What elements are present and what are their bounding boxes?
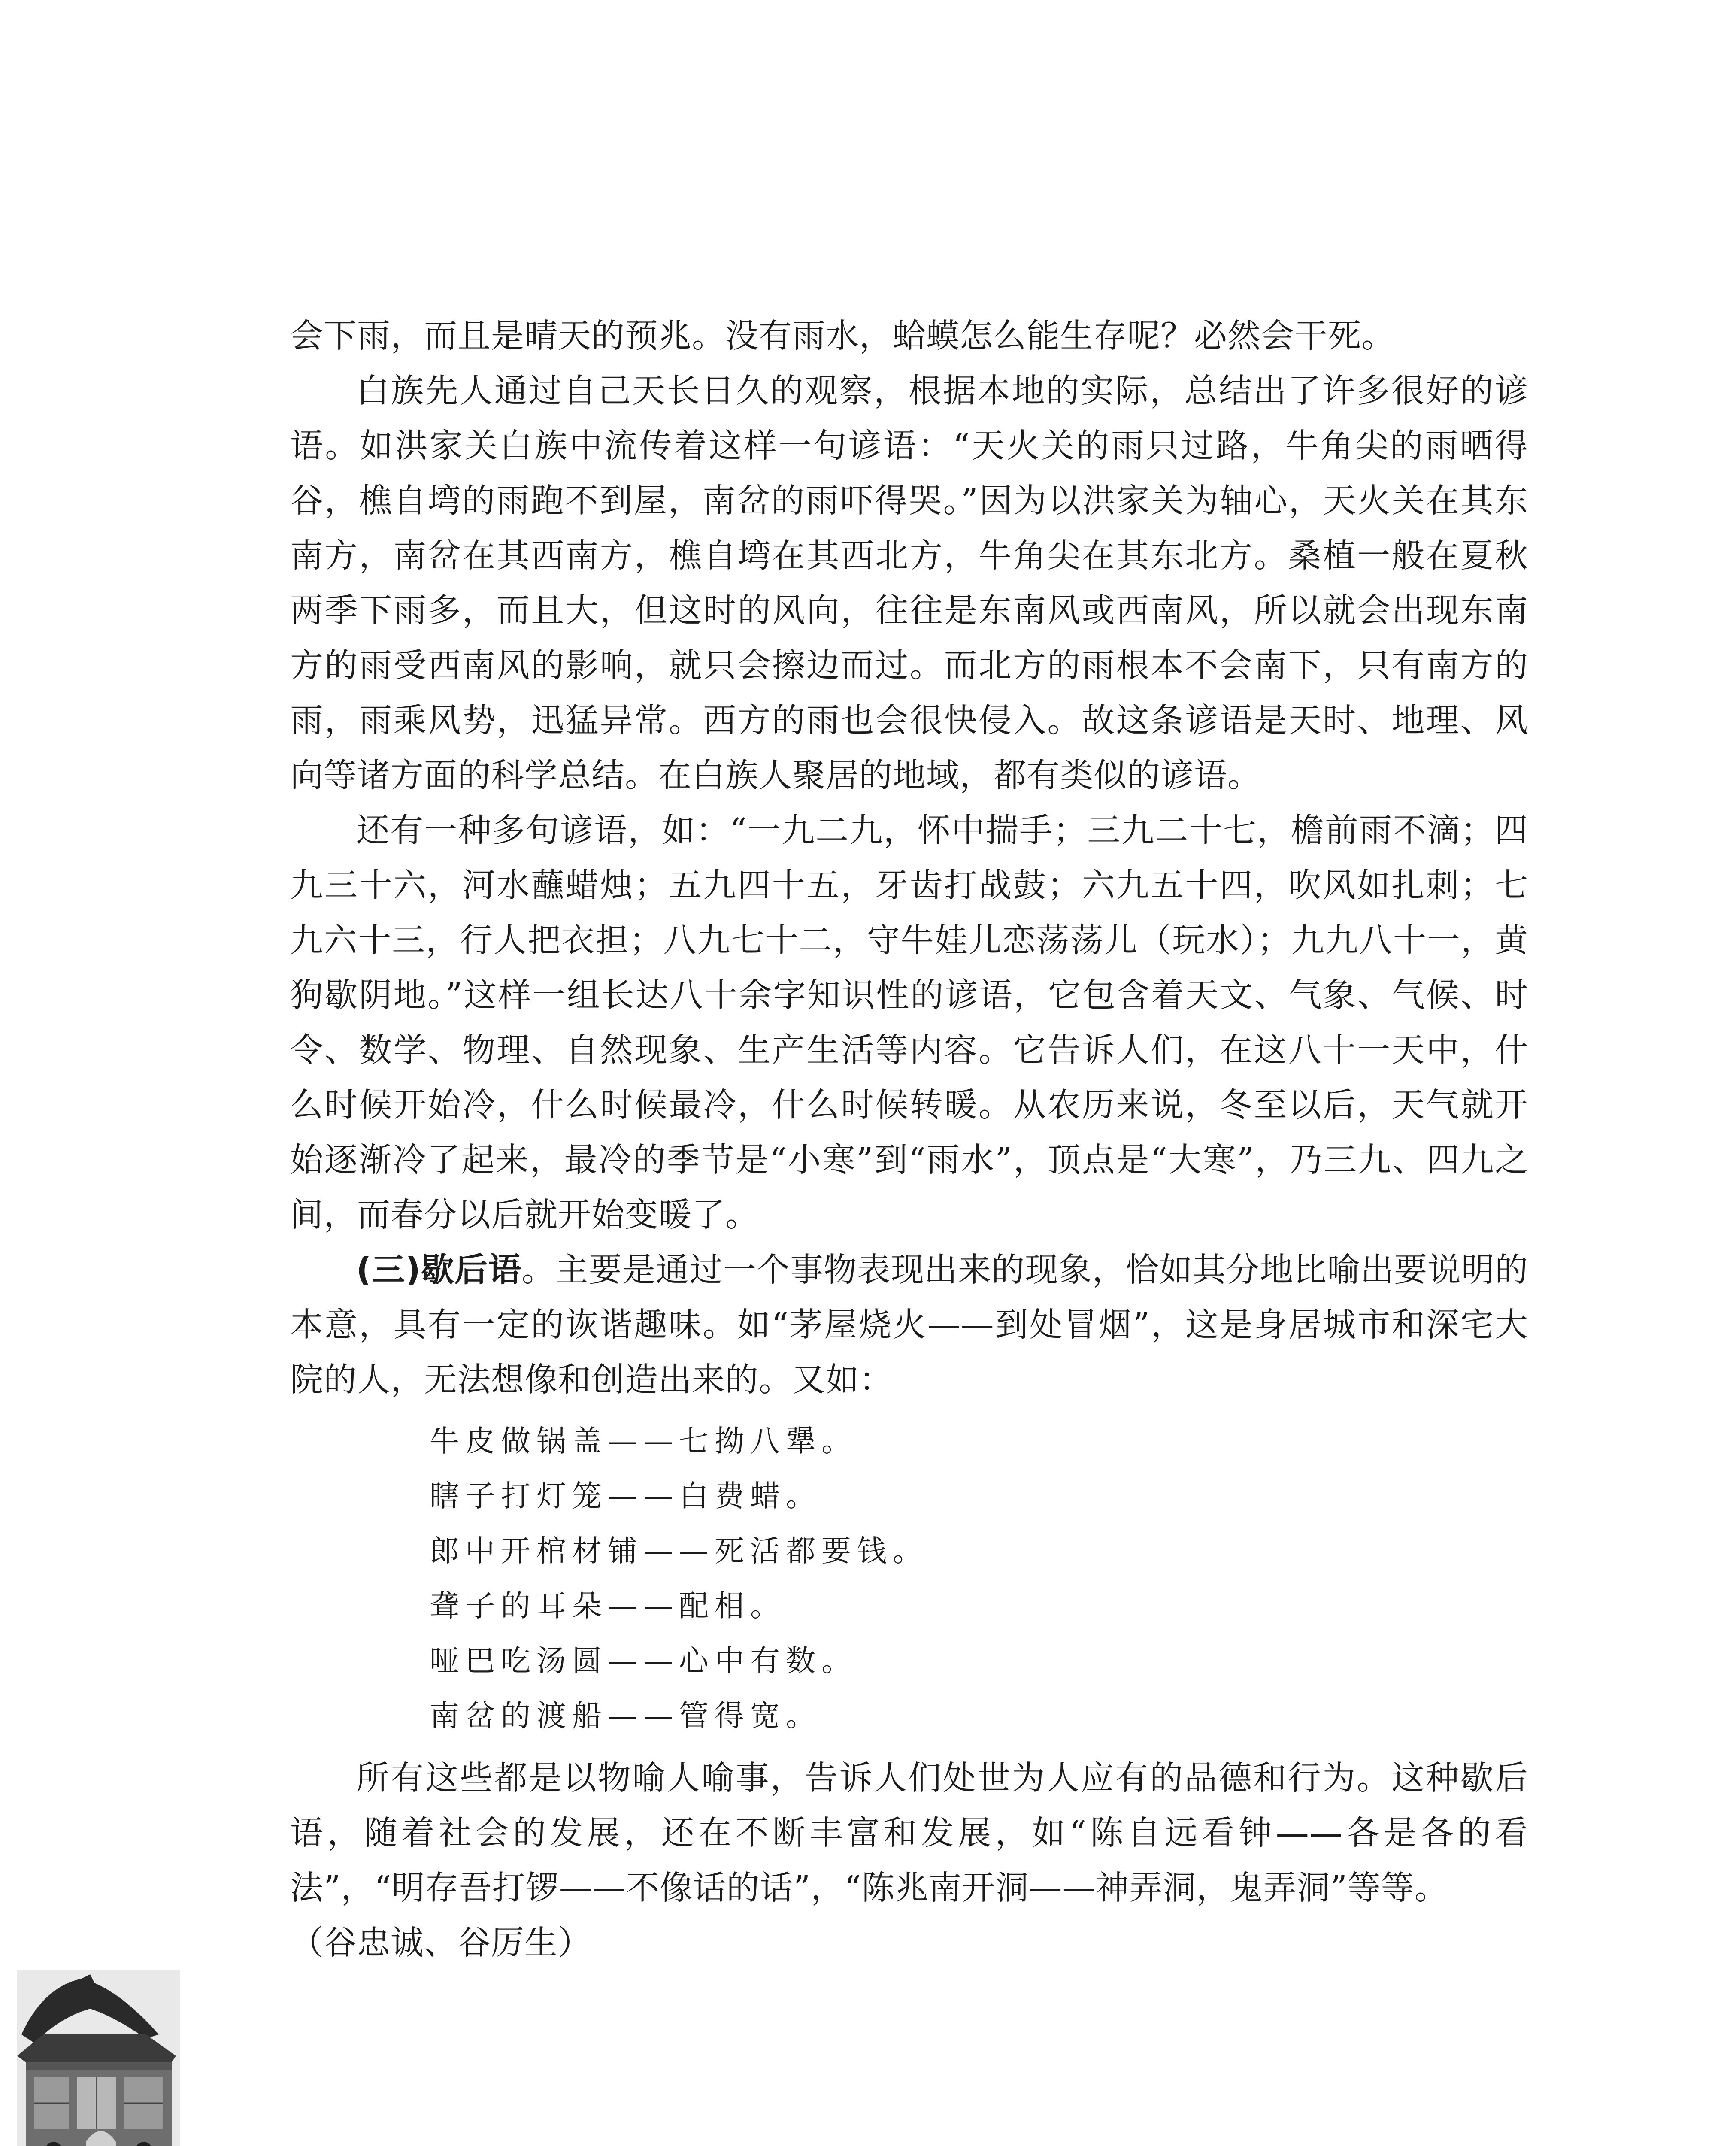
body-text — [290, 309, 1528, 1971]
list-item: 哑巴吃汤圆——心中有数。 — [430, 1644, 857, 1678]
list-item: 瞎子打灯笼——白费蜡。 — [430, 1479, 821, 1513]
author-attribution: （谷忠诚、谷厉生） — [290, 1924, 591, 1962]
xiehouyu-example-list — [430, 1414, 1528, 1743]
paragraph-xiehouyu-intro — [290, 1243, 1528, 1408]
list-item: 聋子的耳朵——配相。 — [430, 1589, 786, 1623]
section-intro-text: 。主要是通过一个事物表现出来的现象，恰如其分地比喻出要说明的本意，具有一定的诙谐趣味。如“茅屋烧火——到处冒烟”，这是身居城市和深宅大院的人，无法想像和创造出来的。又如： — [290, 1251, 1528, 1399]
list-item: 郎中开棺材铺——死活都要钱。 — [430, 1534, 928, 1568]
paragraph-continuation: 会下雨，而且是晴天的预兆。没有雨水，蛤蟆怎么能生存呢？必然会干死。 — [290, 317, 1395, 355]
list-item: 南岔的渡船——管得宽。 — [430, 1699, 821, 1733]
section-heading: (三)歇后语 — [356, 1251, 522, 1289]
paragraph-nine-nines-proverb: 还有一种多句谚语，如：“一九二九，怀中揣手；三九二十七，檐前雨不滴；四九三十六，河水蘸蜡烛；五九四十五，牙齿打战鼓；六九五十四，吹风如扎刺；七九六十三，行人把衣担；八九七十二，守牛娃儿恋荡荡儿（玩水）；九九八十一，黄狗歇阴地。”这样一组长达八十余字知识性的谚语，它包含着天文、气象、气候、时令、数学、物理、自然现象、生产生活等内容。它告诉人们，在这八十一天中，什么时候开始冷，什么时候最冷，什么时候转暖。从农历来说，冬至以后，天气就开始逐渐冷了起来，最冷的季节是“小寒”到“雨水”，顶点是“大寒”，乃三九、四九之间，而春分以后就开始变暖了。 — [290, 812, 1528, 1234]
paragraph-conclusion: 所有这些都是以物喻人喻事，告诉人们处世为人应有的品德和行为。这种歇后语，随着社会的发展，还在不断丰富和发展，如“陈自远看钟——各是各的看法”，“明存吾打锣——不像话的话”，“陈兆南开洞——神弄洞，鬼弄洞”等等。 — [290, 1759, 1528, 1907]
temple-illustration — [17, 1970, 180, 2146]
list-item: 牛皮做锅盖——七拗八犟。 — [430, 1424, 857, 1458]
paragraph-proverbs-hongjiaguan: 白族先人通过自己天长日久的观察，根据本地的实际，总结出了许多很好的谚语。如洪家关白族中流传着这样一句谚语：“天火关的雨只过路，牛角尖的雨晒得谷，樵自塆的雨跑不到屋，南岔的雨吓得哭。”因为以洪家关为轴心，天火关在其东南方，南岔在其西南方，樵自塆在其西北方，牛角尖在其东北方。桑植一般在夏秋两季下雨多，而且大，但这时的风向，往往是东南风或西南风，所以就会出现东南方的雨受西南风的影响，就只会擦边而过。而北方的雨根本不会南下，只有南方的雨，雨乘风势，迅猛异常。西方的雨也会很快侵入。故这条谚语是天时、地理、风向等诸方面的科学总结。在白族人聚居的地域，都有类似的谚语。 — [290, 372, 1528, 795]
